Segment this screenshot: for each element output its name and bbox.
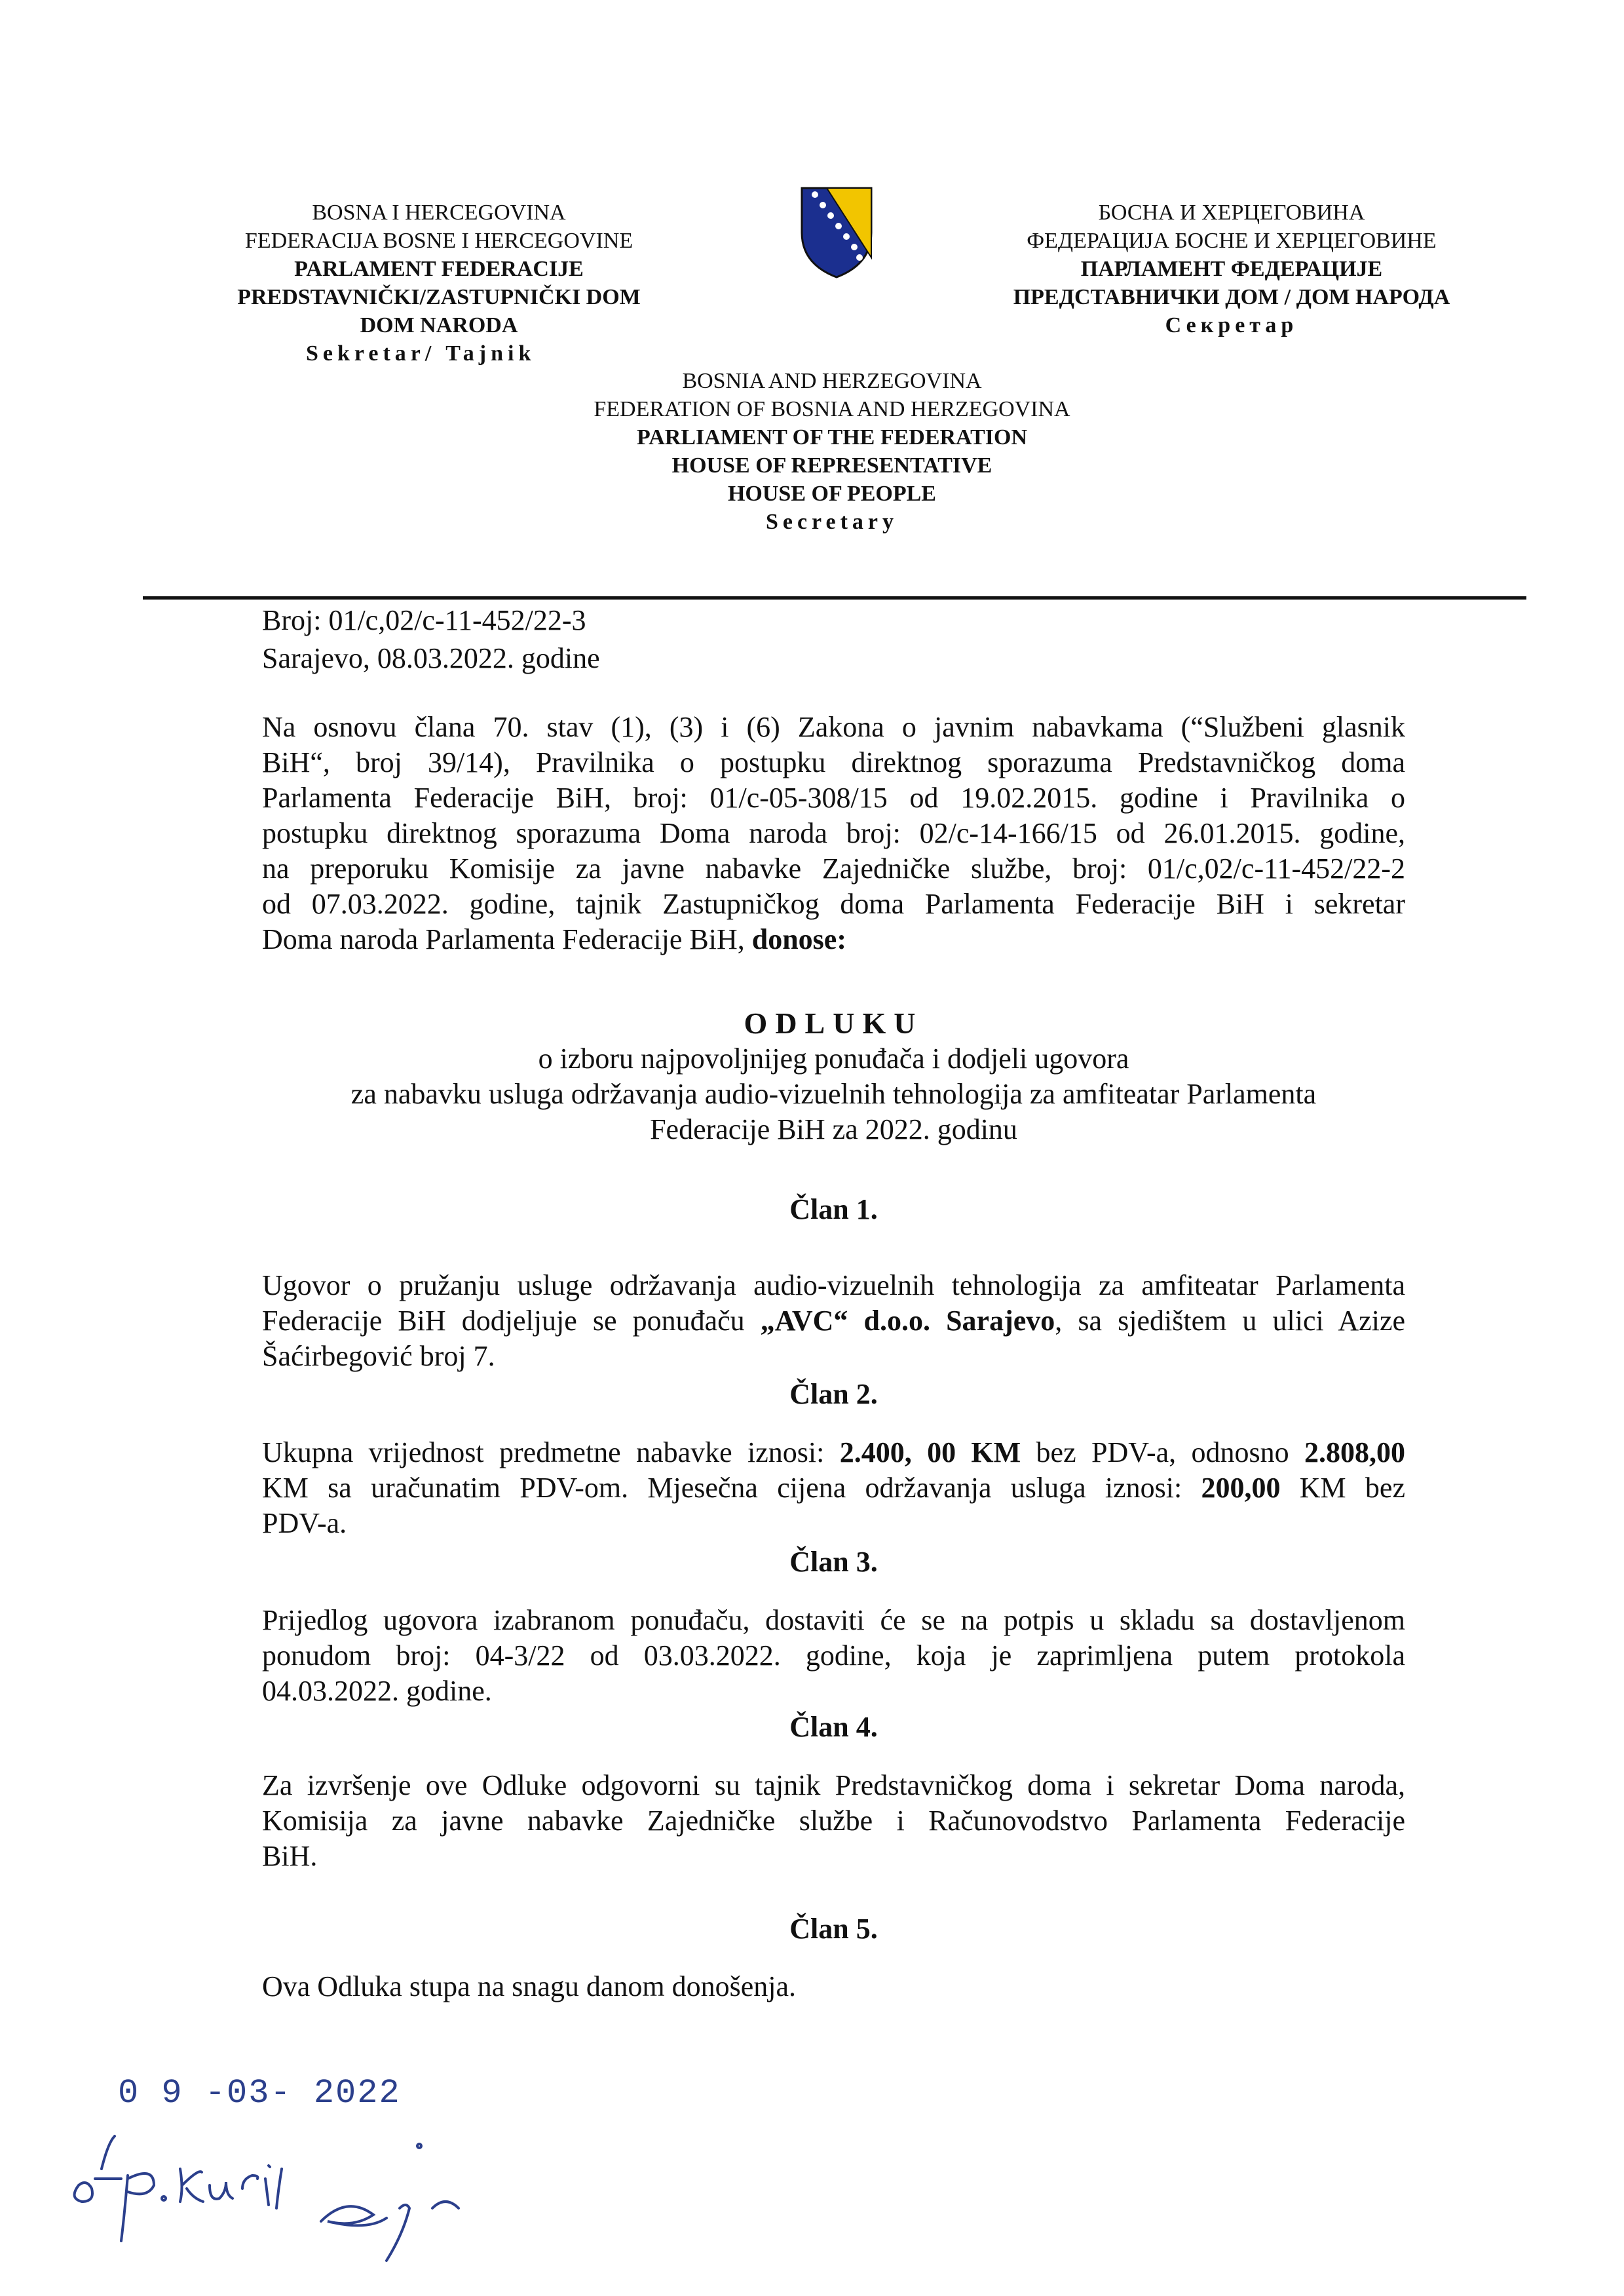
article-3-line: 04.03.2022. godine. bbox=[262, 1675, 492, 1707]
article-3-body bbox=[262, 1603, 1405, 1709]
bih-coat-of-arms-icon bbox=[801, 187, 873, 278]
header-center-parliament: PARLIAMENT OF THE FEDERATION bbox=[636, 425, 1027, 450]
decision-title bbox=[197, 1006, 1471, 1147]
preamble-line: Parlamenta Federacije BiH, broj: 01/c-05-308/15 od 19.02.2015. godine i Pravilnika o bbox=[262, 782, 1405, 814]
article-1-text: , sa sjedištem u ulici Azize bbox=[1055, 1305, 1405, 1337]
article-1-body bbox=[262, 1268, 1405, 1374]
header-center-house: HOUSE OF REPRESENTATIVE bbox=[671, 453, 992, 478]
article-1-line: Šaćirbegović broj 7. bbox=[262, 1340, 495, 1372]
header-right-federation: ФЕДЕРАЦИЈА БОСНЕ И ХЕРЦЕГОВИНЕ bbox=[1027, 229, 1437, 253]
header-center bbox=[531, 367, 1133, 536]
article-2-text: bez PDV-a, odnosno bbox=[1021, 1436, 1304, 1468]
header-right bbox=[970, 199, 1494, 339]
header-right-secretary: Секретар bbox=[1165, 313, 1298, 337]
article-4-line: Za izvršenje ove Odluke odgovorni su tajnik Predstavničkog doma i sekretar Doma naroda, bbox=[262, 1769, 1405, 1801]
header-right-house: ПРЕДСТАВНИЧКИ ДОМ / ДОМ НАРОДА bbox=[1013, 285, 1450, 309]
header-left-parliament: PARLAMENT FEDERACIJE bbox=[294, 257, 584, 281]
article-1-text: Federacije BiH dodjeljuje se ponuđaču bbox=[262, 1305, 761, 1337]
header-center-country: BOSNIA AND HERZEGOVINA bbox=[682, 369, 982, 393]
article-1-company: „AVC“ d.o.o. Sarajevo bbox=[760, 1305, 1055, 1337]
article-3-line: Prijedlog ugovora izabranom ponuđaču, dostaviti će se na potpis u skladu sa dostavljenom bbox=[262, 1604, 1405, 1636]
preamble-line: na preporuku Komisije za javne nabavke Zajedničke službe, broj: 01/c,02/c-11-452/22-2 bbox=[262, 852, 1405, 885]
article-4-heading: Član 4. bbox=[789, 1711, 878, 1743]
preamble-line: postupku direktnog sporazuma Doma naroda broj: 02/c-14-166/15 od 26.01.2015. godine, bbox=[262, 817, 1405, 849]
preamble-line: od 07.03.2022. godine, tajnik Zastupničkog doma Parlamenta Federacije BiH i sekretar bbox=[262, 888, 1405, 920]
preamble bbox=[262, 710, 1405, 957]
document-meta bbox=[262, 602, 600, 678]
article-2-line bbox=[262, 1435, 1405, 1470]
preamble-line: BiH“, broj 39/14), Pravilnika o postupku direktnog sporazuma Predstavničkog doma bbox=[262, 746, 1405, 778]
header-left-house: PREDSTAVNIČKI/ZASTUPNIČKI DOM bbox=[237, 285, 641, 309]
article-2-amount-net: 2.400, 00 KM bbox=[839, 1436, 1021, 1468]
preamble-last-text: Doma naroda Parlamenta Federacije BiH, bbox=[262, 923, 752, 955]
document-date: Sarajevo, 08.03.2022. godine bbox=[262, 642, 600, 674]
article-4-line: Komisija za javne nabavke Zajedničke službe i Računovodstvo Parlamenta Federacije bbox=[262, 1805, 1405, 1837]
article-2-heading: Član 2. bbox=[789, 1378, 878, 1410]
header-right-parliament: ПАРЛАМЕНТ ФЕДЕРАЦИЈЕ bbox=[1080, 257, 1383, 281]
article-2-amount-gross: 2.808,00 bbox=[1304, 1436, 1405, 1468]
header-left-secretary: Sekretar/ Tajnik bbox=[306, 341, 536, 366]
header-divider bbox=[143, 596, 1526, 600]
header-left-country: BOSNA I HERCEGOVINA bbox=[312, 201, 566, 225]
decision-subtitle-3: Federacije BiH za 2022. godinu bbox=[650, 1113, 1017, 1145]
header-left-house-people: DOM NARODA bbox=[360, 313, 518, 337]
header-center-federation: FEDERATION OF BOSNIA AND HERZEGOVINA bbox=[594, 397, 1070, 421]
article-2-text: Ukupna vrijednost predmetne nabavke iznosi: bbox=[262, 1436, 840, 1468]
article-2-monthly-amount: 200,00 bbox=[1201, 1472, 1281, 1504]
article-2-line: PDV-a. bbox=[262, 1507, 347, 1539]
header-left-federation: FEDERACIJA BOSNE I HERCEGOVINE bbox=[244, 229, 633, 253]
article-4-line: BiH. bbox=[262, 1840, 318, 1872]
header-left bbox=[197, 199, 681, 368]
decision-heading: ODLUKU bbox=[744, 1006, 924, 1040]
article-3-heading: Član 3. bbox=[789, 1546, 878, 1578]
article-5-body bbox=[262, 1969, 1405, 2004]
article-5-heading: Član 5. bbox=[789, 1913, 878, 1945]
handwritten-note bbox=[66, 2123, 511, 2267]
header-center-house-people: HOUSE OF PEOPLE bbox=[727, 482, 936, 506]
decision-subtitle-1: o izboru najpovoljnijeg ponuđača i dodjeli ugovora bbox=[538, 1043, 1129, 1075]
article-5-line: Ova Odluka stupa na snagu danom donošenja. bbox=[262, 1970, 797, 2002]
preamble-last-line bbox=[262, 922, 1405, 957]
article-4-body bbox=[262, 1768, 1405, 1874]
article-1-line: Ugovor o pružanju usluge održavanja audio-vizuelnih tehnologija za amfiteatar Parlamenta bbox=[262, 1269, 1405, 1301]
article-1-heading: Član 1. bbox=[789, 1193, 878, 1225]
article-2-text: KM bez bbox=[1280, 1472, 1405, 1504]
decision-subtitle-2: za nabavku usluga održavanja audio-vizuelnih tehnologija za amfiteatar Parlamenta bbox=[350, 1078, 1317, 1110]
article-2-body bbox=[262, 1435, 1405, 1541]
reference-number: Broj: 01/c,02/c-11-452/22-3 bbox=[262, 604, 586, 636]
header-right-country: БОСНА И ХЕРЦЕГОВИНА bbox=[1098, 201, 1365, 225]
preamble-donose: donose: bbox=[751, 923, 846, 955]
article-2-line bbox=[262, 1470, 1405, 1506]
article-3-line: ponudom broj: 04-3/22 od 03.03.2022. godine, koja je zaprimljena putem protokola bbox=[262, 1639, 1405, 1672]
preamble-line: Na osnovu člana 70. stav (1), (3) i (6) Zakona o javnim nabavkama (“Službeni glasnik bbox=[262, 711, 1405, 743]
received-date-stamp: 0 9 -03- 2022 bbox=[118, 2074, 401, 2113]
header-center-secretary: Secretary bbox=[765, 510, 899, 534]
article-1-line bbox=[262, 1303, 1405, 1339]
article-2-text: KM sa uračunatim PDV-om. Mjesečna cijena održavanja usluga iznosi: bbox=[262, 1472, 1201, 1504]
